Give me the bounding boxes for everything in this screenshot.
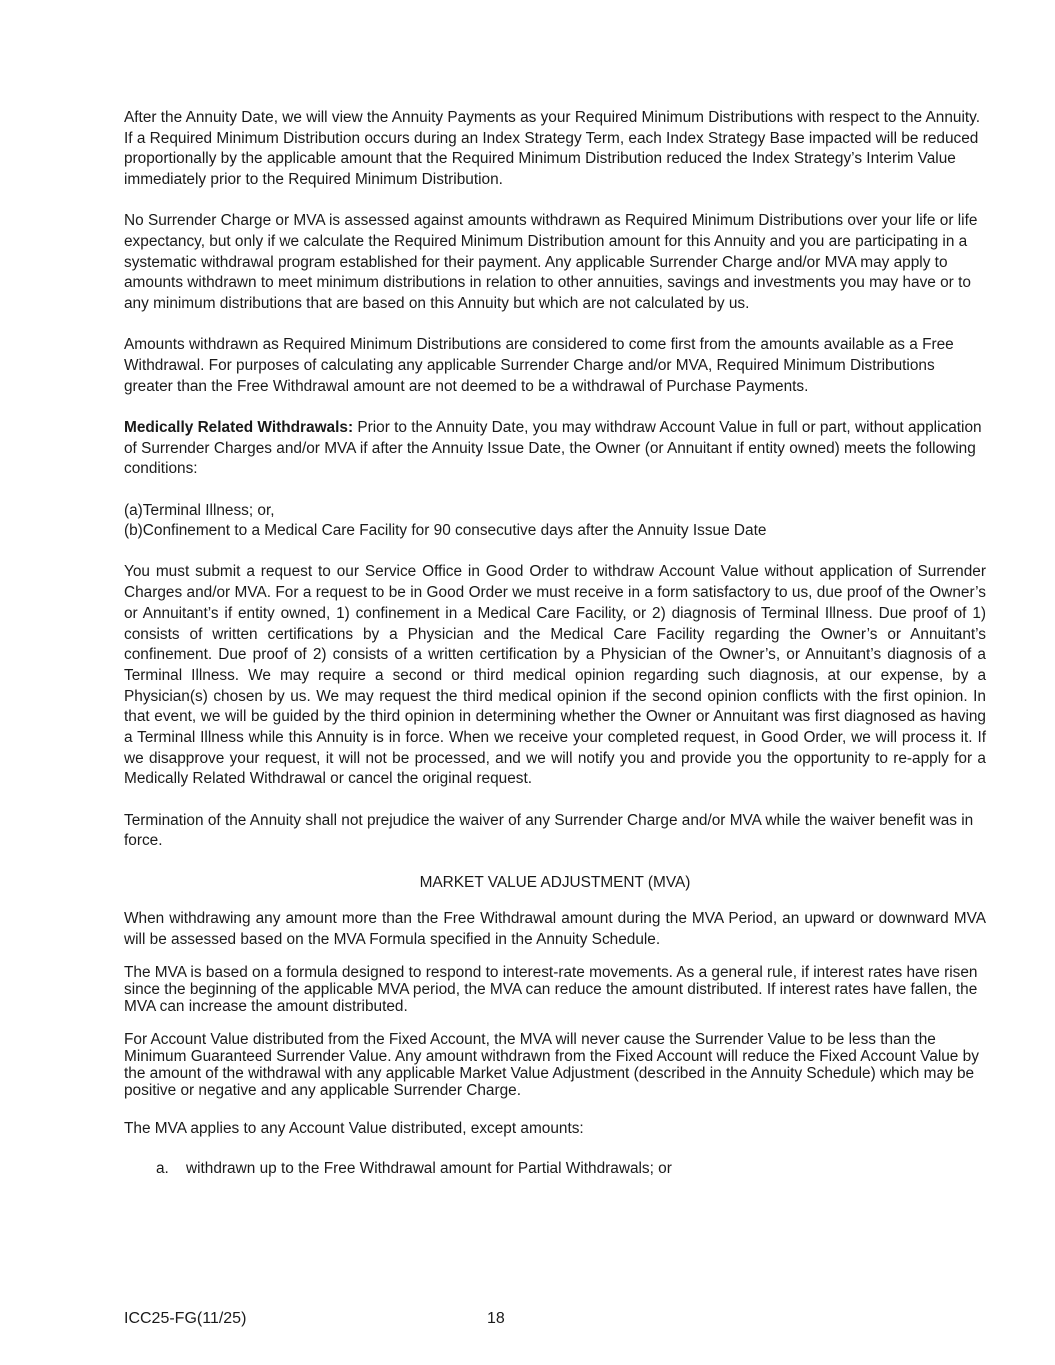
paragraph-mva-intro: When withdrawing any amount more than the Free Withdrawal amount during the MVA Period, an upward or downward MVA will be assessed based on the MVA Formula specified in the Annuity Schedule. [124, 910, 986, 948]
medically-related-heading: Medically Related Withdrawals: [124, 418, 354, 436]
paragraph-medically-related-withdrawals [124, 418, 986, 480]
paragraph-termination: Termination of the Annuity shall not prejudice the waiver of any Surrender Charge and/or MVA while the waiver benefit was in force. [124, 811, 974, 850]
paragraph-mva-fixed-account: For Account Value distributed from the Fixed Account, the MVA will never cause the Surrender Value to be less than the Minimum Guaranteed Surrender Value. Any amount withdrawn from the Fixed Account will reduce the Fixed Account Value by the amount of the withdrawal with any applicable Market Value Adjustment (described in the Annuity Schedule) which may be positive or negative and any applicable Surrender Charge. [124, 1030, 979, 1099]
list-item [124, 1159, 986, 1180]
condition-a: (a)Terminal Illness; or, [124, 501, 275, 519]
medically-related-body: Prior to the Annuity Date, you may withdraw Account Value in full or part, without application of Surrender Charges and/or MVA if after the Annuity Issue Date, the Owner (or Annuitant if entity owned) meets the following conditions: [124, 418, 982, 478]
list-item-marker: a. [156, 1160, 169, 1178]
paragraph-rmd-free-withdrawal: Amounts withdrawn as Required Minimum Distributions are considered to come first from the amounts available as a Free Withdrawal. For purposes of calculating any applicable Surrender Charge and/or MVA, Required Minimum Distributions greater than the Free Withdrawal amount are not deemed to be a withdrawal of Purchase Payments. [124, 336, 954, 395]
paragraph-mva-formula-basis: The MVA is based on a formula designed to respond to interest-rate movements. As a general rule, if interest rates have risen since the beginning of the applicable MVA period, the MVA can reduce the amount distributed. If interest rates have fallen, the MVA can increase the amount distributed. [124, 963, 978, 1015]
conditions-list [124, 501, 986, 542]
paragraph-submit-request: You must submit a request to our Service Office in Good Order to withdraw Account Value without application of Surrender Charges and/or MVA. For a request to be in Good Order we must receive in a form satisfactory to us, due proof of the Owner’s or Annuitant’s if entity owned, 1) confinement in a Medical Care Facility, or 2) diagnosis of Terminal Illness. Due proof of 1) consists of written certifications by a Physician and the Medical Care Facility regarding the Owner’s or Annuitant’s confinement. Due proof of 2) consists of a written certification by a Physician of the Owner’s, or Annuitant’s diagnosis of a Terminal Illness. We may require a second or third medical opinion regarding such diagnosis, at our expense, by a Physician(s) chosen by us. We may request the third medical opinion if the second opinion conflicts with the first opinion. In that event, we will be guided by the third opinion in determining whether the Owner or Annuitant was first diagnosed as having a Terminal Illness while this Annuity is in force. When we receive your completed request, in Good Order, we will process it. If we disapprove your request, it will not be processed, and we will notify you and provide you the opportunity to re-apply for a Medically Related Withdrawal or cancel the original request. [124, 563, 986, 788]
condition-b: (b)Confinement to a Medical Care Facility for 90 consecutive days after the Annuity Issue Date [124, 522, 767, 540]
list-item-text: withdrawn up to the Free Withdrawal amount for Partial Withdrawals; or [186, 1160, 672, 1178]
paragraph-rmd-after-annuity-date: After the Annuity Date, we will view the Annuity Payments as your Required Minimum Distributions with respect to the Annuity. If a Required Minimum Distribution occurs during an Index Strategy Term, each Index Strategy Base impacted will be reduced proportionally by the applicable amount that the Required Minimum Distribution reduced the Index Strategy’s Interim Value immediately prior to the Required Minimum Distribution. [124, 109, 980, 189]
paragraph-mva-applies-intro: The MVA applies to any Account Value distributed, except amounts: [124, 1119, 584, 1137]
paragraph-no-surrender-charge: No Surrender Charge or MVA is assessed against amounts withdrawn as Required Minimum Distributions over your life or life expectancy, but only if we calculate the Required Minimum Distribution amount for this Annuity and you are participating in a systematic withdrawal program established for their payment. Any applicable Surrender Charge and/or MVA may apply to amounts withdrawn to meet minimum distributions in relation to other annuities, savings and investments you may have or to any minimum distributions that are based on this Annuity but which are not calculated by us. [124, 212, 978, 313]
form-id: ICC25-FG(11/25) [124, 1310, 247, 1327]
document-page [124, 108, 986, 1201]
section-heading-mva: MARKET VALUE ADJUSTMENT (MVA) [419, 873, 691, 891]
page-number: 18 [487, 1310, 505, 1327]
